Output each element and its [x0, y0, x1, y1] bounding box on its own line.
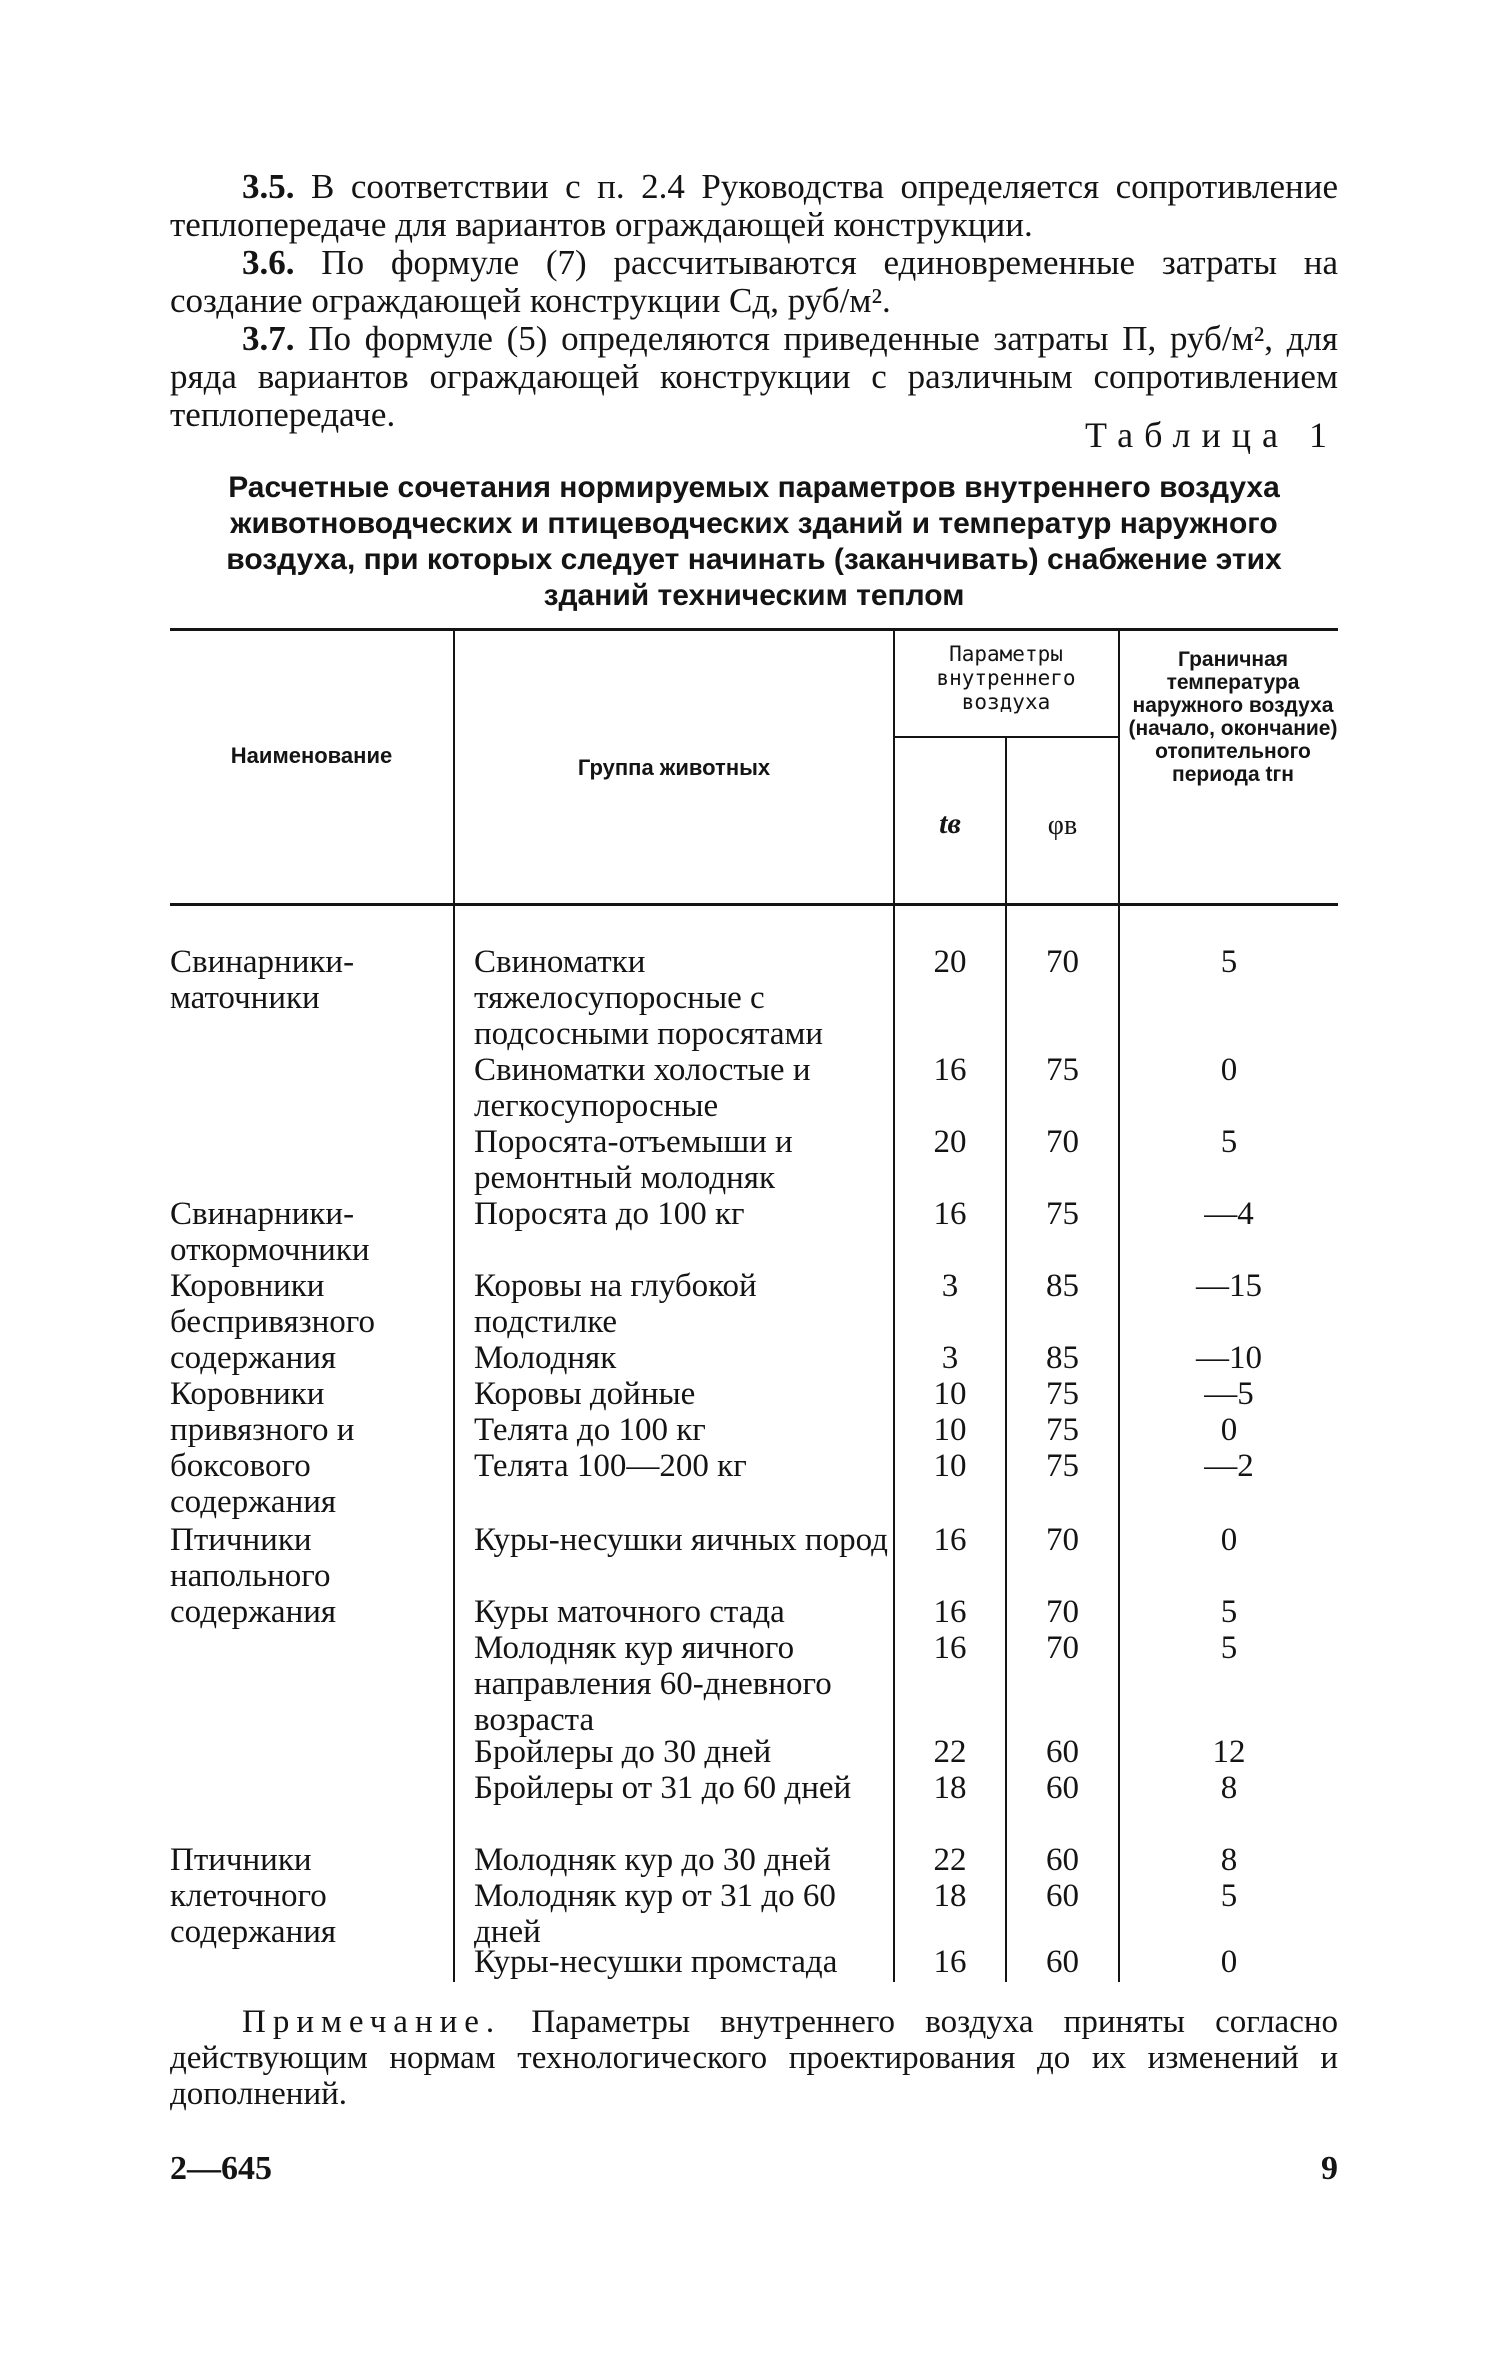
table-cell-name: Птичники напольного содержания	[170, 1522, 337, 1630]
table-cell-tv: 16	[933, 1594, 967, 1630]
table-cell-group: Поросята до 100 кг	[474, 1196, 745, 1232]
table-cell-tv: 22	[933, 1842, 967, 1878]
table-cell-tv: 3	[941, 1340, 959, 1376]
table-cell-group: Коровы на глубокой подстилке	[474, 1268, 757, 1340]
table-cell-phi: 75	[1046, 1448, 1079, 1484]
table-cell-tn: 5	[1220, 1878, 1238, 1914]
paragraph-3-6	[170, 244, 1338, 320]
table-cell-group: Молодняк	[474, 1340, 617, 1376]
paragraph-text: По формуле (5) определяются приведенные затраты П, руб/м², для ряда вариантов ограждающей конструкции с различным сопротивлением теплопередаче.	[170, 319, 1338, 434]
table-cell-group: Бройлеры до 30 дней	[474, 1734, 772, 1770]
table-cell-tv: 16	[933, 1196, 967, 1232]
table-cell-group: Свиноматки холостые и легкосупоросные	[474, 1052, 811, 1124]
header-tv: tв	[939, 807, 961, 840]
table-cell-phi: 70	[1046, 1124, 1079, 1160]
table-cell-tn: 8	[1220, 1770, 1238, 1806]
table-cell-group: Молодняк кур яичного направления 60-дневного возраста	[474, 1630, 832, 1738]
table-label: Таблица 1	[1085, 415, 1338, 455]
note-label: Примечание.	[242, 2004, 502, 2040]
table-cell-tn: —4	[1204, 1196, 1254, 1232]
table-cell-phi: 75	[1046, 1196, 1079, 1232]
table-cell-tv: 18	[933, 1878, 967, 1914]
table-cell-group: Молодняк кур до 30 дней	[474, 1842, 831, 1878]
table-cell-tn: 5	[1220, 1630, 1238, 1666]
table-cell-group: Свиноматки тяжелосупоросные с подсосными поросятами	[474, 944, 824, 1052]
table-cell-tv: 20	[933, 1124, 967, 1160]
table-cell-phi: 75	[1046, 1376, 1079, 1412]
table-cell-phi: 70	[1046, 1630, 1079, 1666]
paragraph-text: В соответствии с п. 2.4 Руководства определяется сопротивление теплопередаче для вариантов ограждающей конструкции.	[170, 167, 1339, 244]
table-caption: Расчетные сочетания нормируемых параметров внутреннего воздуха животноводческих и птицеводческих зданий и температур наружного воздуха, при которых следует начинать (заканчивать) снабжение этих зданий техническим теплом	[226, 471, 1282, 612]
table-cell-tn: 0	[1220, 1052, 1238, 1088]
table-cell-tv: 3	[941, 1268, 959, 1304]
table-cell-group: Куры маточного стада	[474, 1594, 785, 1630]
header-phiv: φв	[1047, 810, 1078, 841]
table-cell-phi: 75	[1046, 1052, 1079, 1088]
paragraph-number: 3.6.	[242, 243, 295, 282]
paragraph-number: 3.5.	[242, 167, 295, 206]
signature-code: 2—645	[170, 2150, 272, 2187]
table-cell-tv: 18	[933, 1770, 967, 1806]
table-cell-phi: 60	[1046, 1878, 1079, 1914]
table-cell-tv: 22	[933, 1734, 967, 1770]
table-cell-name: Свинарники-откормочники	[170, 1196, 370, 1268]
column-divider	[453, 630, 455, 1982]
header-boundary-temp: Граничная температура наружного воздуха (начало, окончание) отопительного периода tгн	[1128, 648, 1338, 786]
table-cell-tn: 0	[1220, 1412, 1238, 1448]
table-cell-tn: 5	[1220, 1124, 1238, 1160]
table-cell-phi: 60	[1046, 1944, 1079, 1980]
table-cell-group: Телята 100—200 кг	[474, 1448, 747, 1484]
table-cell-tv: 20	[933, 944, 967, 980]
table-cell-tn: 0	[1220, 1522, 1238, 1558]
header-bottom-rule	[170, 903, 1338, 906]
table-cell-phi: 70	[1046, 944, 1079, 980]
table-cell-name: Свинарники-маточники	[170, 944, 355, 1016]
table-cell-phi: 70	[1046, 1522, 1079, 1558]
table-cell-name: Коровники привязного и боксового содержания	[170, 1376, 355, 1520]
table-cell-tn: —15	[1196, 1268, 1262, 1304]
note-text: Параметры внутреннего воздуха приняты согласно действующим нормам технологического проектирования до их изменений и дополнений.	[170, 2004, 1339, 2112]
table-cell-group: Телята до 100 кг	[474, 1412, 706, 1448]
table-cell-phi: 60	[1046, 1842, 1079, 1878]
table-cell-phi: 60	[1046, 1770, 1079, 1806]
table-cell-phi: 85	[1046, 1340, 1079, 1376]
table-cell-group: Куры-несушки промстада	[474, 1944, 838, 1980]
table-cell-group: Поросята-отъемыши и ремонтный молодняк	[474, 1124, 793, 1196]
table-cell-phi: 85	[1046, 1268, 1079, 1304]
table-cell-tv: 10	[933, 1412, 967, 1448]
table-cell-name: Коровники беспривязного содержания	[170, 1268, 376, 1376]
table-note	[170, 2004, 1338, 2112]
header-name: Наименование	[230, 743, 393, 768]
table-cell-tn: —2	[1204, 1448, 1254, 1484]
table-cell-tn: 5	[1220, 944, 1238, 980]
header-params: Параметры внутреннего воздуха	[936, 642, 1076, 714]
table-cell-tn: 5	[1220, 1594, 1238, 1630]
table-cell-name: Птичники клеточного содержания	[170, 1842, 337, 1950]
table-cell-tn: 0	[1220, 1944, 1238, 1980]
table-cell-tn: —5	[1204, 1376, 1254, 1412]
table-cell-tv: 10	[933, 1376, 967, 1412]
table-cell-group: Куры-несушки яичных пород	[474, 1522, 888, 1558]
paragraph-text: По формуле (7) рассчитываются единовременные затраты на создание ограждающей конструкции Сд, руб/м².	[170, 243, 1339, 320]
table-cell-tv: 16	[933, 1522, 967, 1558]
table-cell-phi: 60	[1046, 1734, 1079, 1770]
table-top-rule	[170, 628, 1338, 631]
page-number: 9	[1321, 2150, 1338, 2187]
table-cell-tv: 16	[933, 1944, 967, 1980]
table-cell-tv: 16	[933, 1052, 967, 1088]
table-cell-group: Коровы дойные	[474, 1376, 696, 1412]
table-cell-phi: 75	[1046, 1412, 1079, 1448]
table-cell-tn: —10	[1196, 1340, 1262, 1376]
table-cell-group: Молодняк кур от 31 до 60 дней	[474, 1878, 836, 1950]
table-cell-tv: 16	[933, 1630, 967, 1666]
header-group: Группа животных	[577, 755, 771, 780]
paragraph-number: 3.7.	[242, 319, 295, 358]
table-cell-phi: 70	[1046, 1594, 1079, 1630]
table-cell-group: Бройлеры от 31 до 60 дней	[474, 1770, 852, 1806]
table-cell-tv: 10	[933, 1448, 967, 1484]
table-cell-tn: 8	[1220, 1842, 1238, 1878]
table-cell-tn: 12	[1212, 1734, 1246, 1770]
paragraph-3-5	[170, 168, 1338, 244]
